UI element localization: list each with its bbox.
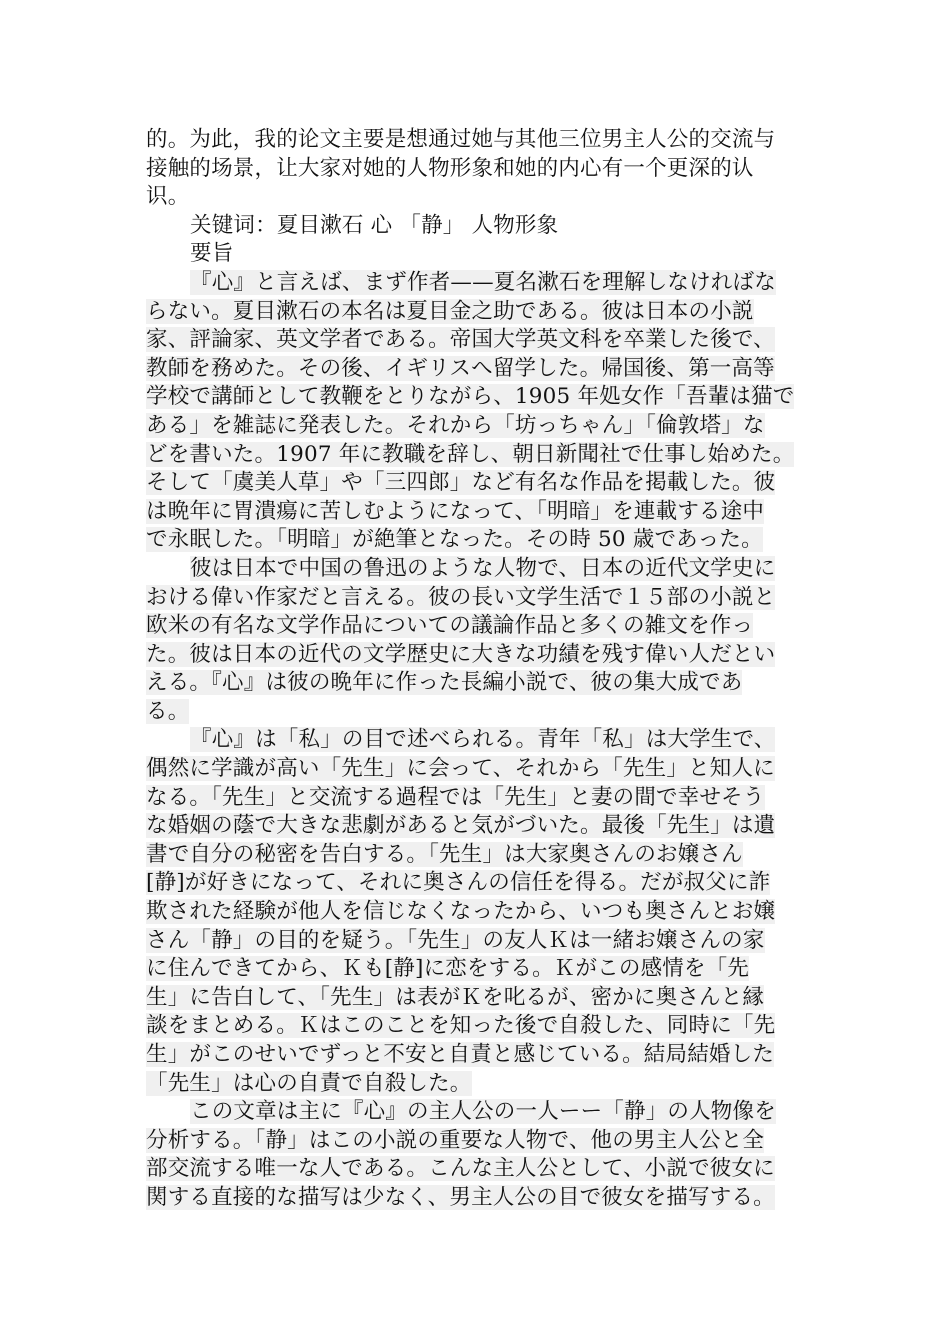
paragraph-line: る。 [146,698,190,724]
paragraph-line: らない。夏目漱石の本名は夏目金之助である。彼は日本の小説 [146,298,754,324]
paragraph-line: 「先生」は心の自責で自殺した。 [146,1070,472,1096]
paragraph-line: 書で自分の秘密を告白する。「先生」は大家奥さんのお嬢さん [146,841,743,867]
paragraph-plot [146,726,796,1098]
paragraph-line: 生」に告白して、「先生」は表がＫを叱るが、密かに奥さんと縁 [146,984,765,1010]
paragraph-line: 談をまとめる。Ｋはこのことを知った後で自殺した、同時に「先 [146,1013,776,1039]
paragraph-line: 生」がこのせいでずっと不安と自責と感じている。結局結婚した [146,1042,775,1067]
paragraph-line: 彼は日本で中国の鲁迅のような人物で、日本の近代文学史に [190,555,776,581]
paragraph-line: 偶然に学識が高い「先生」に会って、それから「先生」と知人に [146,756,775,782]
intro-line: 的。为此，我的论文主要是想通过她与其他三位男主人公的交流与 [146,127,776,152]
paragraph-line: 分析する。「静」はこの小説の重要な人物で、他の男主人公と全 [146,1127,765,1153]
paragraph-line: さん「静」の目的を疑う。「先生」の友人Ｋは一緒お嬢さんの家 [146,927,765,953]
paragraph-line: 『心』は「私」の目で述べられる。青年「私」は大学生で、 [190,727,776,753]
paragraph-line: この文章は主に『心』の主人公の一人ーー「静」の人物像を [190,1099,776,1125]
paragraph-line: 欧米の有名な文学作品についての議論作品と多くの雑文を作っ [146,613,754,639]
paragraph-line: 欺された経験が他人を信じなくなったから、いつも奥さんとお嬢 [146,899,776,925]
paragraph-line: 部交流する唯一な人である。こんな主人公として、小説で彼女に [146,1156,775,1182]
paragraph-line: おける偉い作家だと言える。彼の長い文学生活で１５部の小説と [146,584,776,610]
intro-line: 接触的场景，让大家对她的人物形象和她的内心有一个更深的认 [146,155,754,181]
paragraph-line: は晩年に胃潰瘍に苦しむようになって、「明暗」を連載する途中 [146,498,765,524]
paragraph-line: どを書いた。1907 年に教職を辞し、朝日新聞社で仕事し始めた。 [146,441,795,467]
paragraph-line: 家、評論家、英文学者である。帝国大学英文科を卒業した後で、 [146,327,775,353]
paragraph-line: で永眠した。「明暗」が絶筆となった。その時 50 歳であった。 [146,527,763,553]
paragraph-line: ある」を雑誌に発表した。それから「坊っちゃん」「倫敦塔」な [146,412,765,438]
document-body [146,126,796,1213]
paragraph-line: 学校で講師として教鞭をとりながら、1905 年処女作「吾輩は猫で [146,384,795,410]
paragraph-line: える。『心』は彼の晩年に作った長編小説で、彼の集大成であ [146,670,743,696]
paragraph-line: なる。「先生」と交流する過程では「先生」と妻の間で幸せそう [146,784,765,810]
paragraph-line: 関する直接的な描写は少なく、男主人公の目で彼女を描写する。 [146,1184,775,1210]
paragraph-significance [146,555,796,727]
paragraph-line: 『心』と言えば、まず作者——夏名漱石を理解しなければな [190,269,776,295]
paragraph-author [146,269,796,555]
intro-paragraph [146,126,796,212]
keywords-line: 关键词：夏目漱石 心 「静」 人物形象 [190,212,559,238]
paragraph-purpose [146,1098,796,1212]
paragraph-line: な婚姻の蔭で大きな悲劇があると気がづいた。最後「先生」は遺 [146,813,776,839]
paragraph-line: に住んできてから、Ｋも[静]に恋をする。Ｋがこの感情を「先 [146,956,750,982]
paragraph-line: た。彼は日本の近代の文学歴史に大きな功績を残す偉い人だとい [146,641,776,667]
paragraph-line: 教師を務めた。その後、イギリスへ留学した。帰国後、第一高等 [146,355,775,381]
summary-heading: 要旨 [190,241,234,267]
intro-line: 识。 [146,184,190,210]
paragraph-line: そして「虞美人草」や「三四郎」など有名な作品を掲載した。彼 [146,470,776,496]
paragraph-line: [静]が好きになって、それに奥さんの信任を得る。だが叔父に詐 [146,870,771,896]
